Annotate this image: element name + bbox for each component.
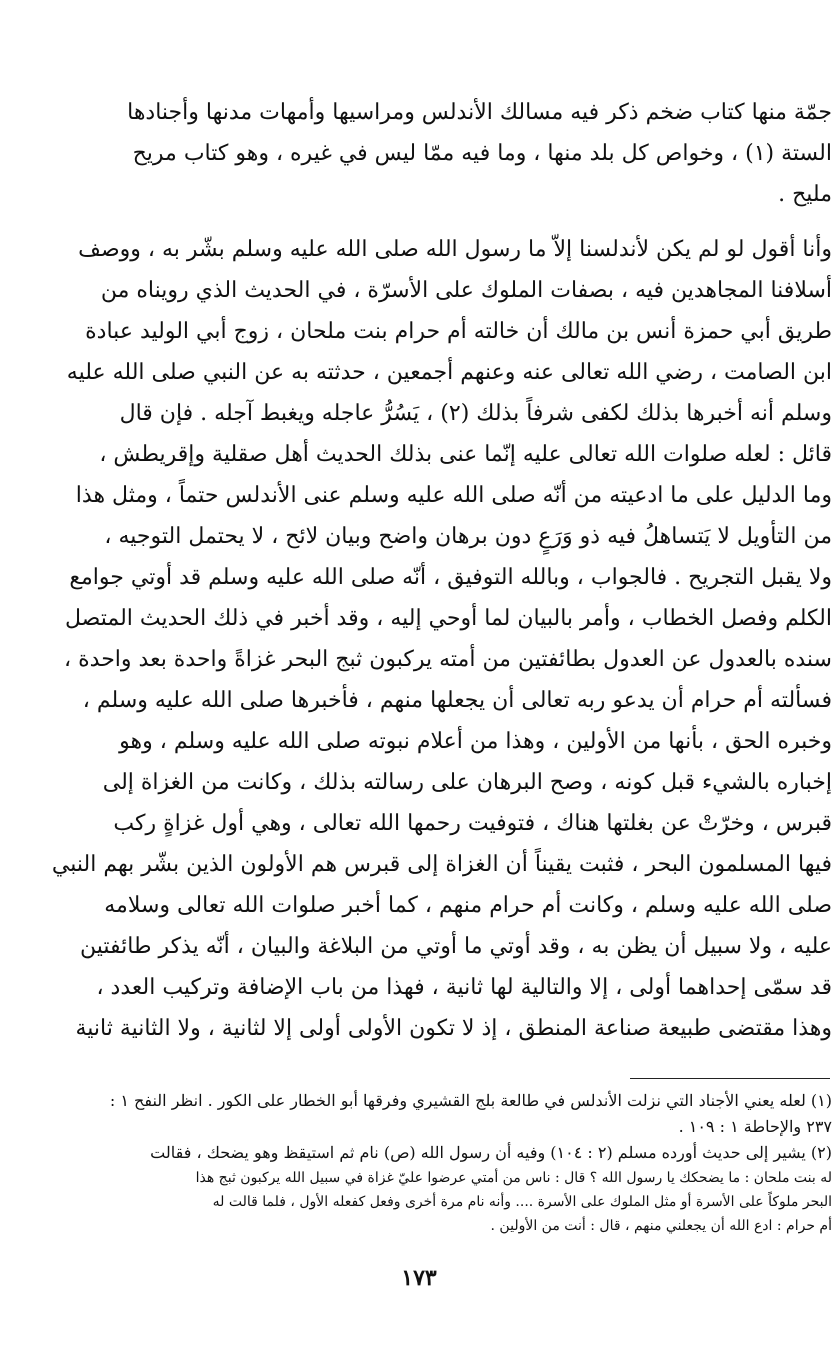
footnote-line: ٢٣٧ والإحاطة ١ : ١٠٩ . bbox=[678, 1117, 832, 1136]
footnote-line: له بنت ملحان : ما يضحكك يا رسول الله ؟ قال : ناس من أمتي عرضوا عليّ غزاة في سبيل الله يركبون ثبج هذا bbox=[195, 1170, 832, 1186]
footnote-line: البحر ملوكاً على الأسرة أو مثل الملوك على الأسرة .... وأنه نام مرة أخرى وفعل كفعله الأول ، فلما قالت له bbox=[212, 1194, 832, 1210]
text-line: جمّة منها كتاب ضخم ذكر فيه مسالك الأندلس ومراسيها وأمهات مدنها وأجنادها bbox=[127, 100, 832, 125]
footnote-line: (٢) يشير إلى حديث أورده مسلم (٢ : ١٠٤) وفيه أن رسول الله (ص) نام ثم استيقظ وهو يضحك ، فقالت bbox=[150, 1143, 832, 1162]
text-line: وسلم أنه أخبرها بذلك لكفى شرفاً بذلك (٢) ، يَسُرُّ عاجله ويغبط آجله . فإن قال bbox=[119, 401, 832, 426]
footnotes bbox=[109, 1088, 832, 1238]
text-line: سنده بالعدول عن العدول بطائفتين من أمته يركبون ثبج البحر غزاةً واحدة بعد واحدة ، bbox=[64, 647, 832, 672]
text-line: قائل : لعله صلوات الله تعالى عليه إنّما عنى بذلك الحديث أهل صقلية وإقريطش ، bbox=[99, 442, 832, 467]
text-line: ولا يقبل التجريح . فالجواب ، وبالله التوفيق ، أنّه صلى الله عليه وسلم قد أوتي جوامع bbox=[69, 565, 832, 590]
text-line: عليه ، ولا سبيل أن يظن به ، وقد أوتي ما أوتي من البلاغة والبيان ، أنّه يذكر طائفتين bbox=[79, 934, 832, 959]
text-line: إخباره بالشيء قبل كونه ، وصح البرهان على رسالته بذلك ، وكانت من الغزاة إلى bbox=[102, 770, 832, 795]
text-line: من التأويل لا يَتساهلُ فيه ذو وَرَعٍ دون برهان واضح وبيان لائح ، لا يحتمل التوجيه ، bbox=[104, 524, 832, 549]
text-line: ابن الصامت ، رضي الله تعالى عنه وعنهم أجمعين ، حدثته به عن النبي صلى الله عليه bbox=[66, 360, 832, 385]
footnote-separator bbox=[630, 1078, 830, 1079]
text-line: فسألته أم حرام أن يدعو ربه تعالى أن يجعلها منهم ، فأخبرها صلى الله عليه وسلم ، bbox=[82, 688, 832, 713]
text-line: وخبره الحق ، بأنها من الأولين ، وهذا من أعلام نبوته صلى الله عليه وسلم ، وهو bbox=[119, 729, 832, 754]
text-line: وهذا مقتضى طبيعة صناعة المنطق ، إذ لا تكون الأولى أولى إلا لثانية ، ولا الثانية ثانية bbox=[75, 1016, 832, 1041]
text-line: صلى الله عليه وسلم ، وكانت أم حرام منهم ، كما أخبر صلوات الله تعالى وسلامه bbox=[104, 893, 832, 918]
text-line: مليح . bbox=[778, 182, 832, 207]
text-line: وما الدليل على ما ادعيته من أنّه صلى الله عليه وسلم عنى الأندلس حتماً ، ومثل هذا bbox=[75, 483, 832, 508]
text-line: قد سمّى إحداهما أولى ، إلا والتالية لها ثانية ، فهذا من باب الإضافة وتركيب العدد ، bbox=[96, 975, 832, 1000]
footnote-line: (١) لعله يعني الأجناد التي نزلت الأندلس في طالعة بلج القشيري وفرقها أبو الخطار على الكور . انظر النفح ١ : bbox=[109, 1091, 832, 1110]
main-text bbox=[51, 92, 832, 1049]
text-line: الستة (١) ، وخواص كل بلد منها ، وما فيه ممّا ليس في غيره ، وهو كتاب مريح bbox=[132, 141, 832, 166]
text-line: قبرس ، وخرّتْ عن بغلتها هناك ، فتوفيت رحمها الله تعالى ، وهي أول غزاةٍ ركب bbox=[113, 811, 832, 836]
text-line: طريق أبي حمزة أنس بن مالك أن خالته أم حرام بنت ملحان ، زوج أبي الوليد عبادة bbox=[85, 319, 832, 344]
page-number: ١٧٣ bbox=[401, 1265, 437, 1291]
text-line: وأنا أقول لو لم يكن لأندلسنا إلاّ ما رسول الله صلى الله عليه وسلم بشّر به ، ووصف bbox=[78, 237, 832, 262]
text-line: فيها المسلمون البحر ، فثبت يقيناً أن الغزاة إلى قبرس هم الأولون الذين بشّر بهم النبي bbox=[51, 852, 832, 877]
footnote-line: أم حرام : ادع الله أن يجعلني منهم ، قال : أنت من الأولين . bbox=[490, 1218, 832, 1234]
text-line: الكلم وفصل الخطاب ، وأمر بالبيان لما أوحي إليه ، وقد أخبر في ذلك الحديث المتصل bbox=[65, 606, 832, 631]
text-line: أسلافنا المجاهدين فيه ، بصفات الملوك على الأسرّة ، في الحديث الذي رويناه من bbox=[100, 278, 832, 303]
